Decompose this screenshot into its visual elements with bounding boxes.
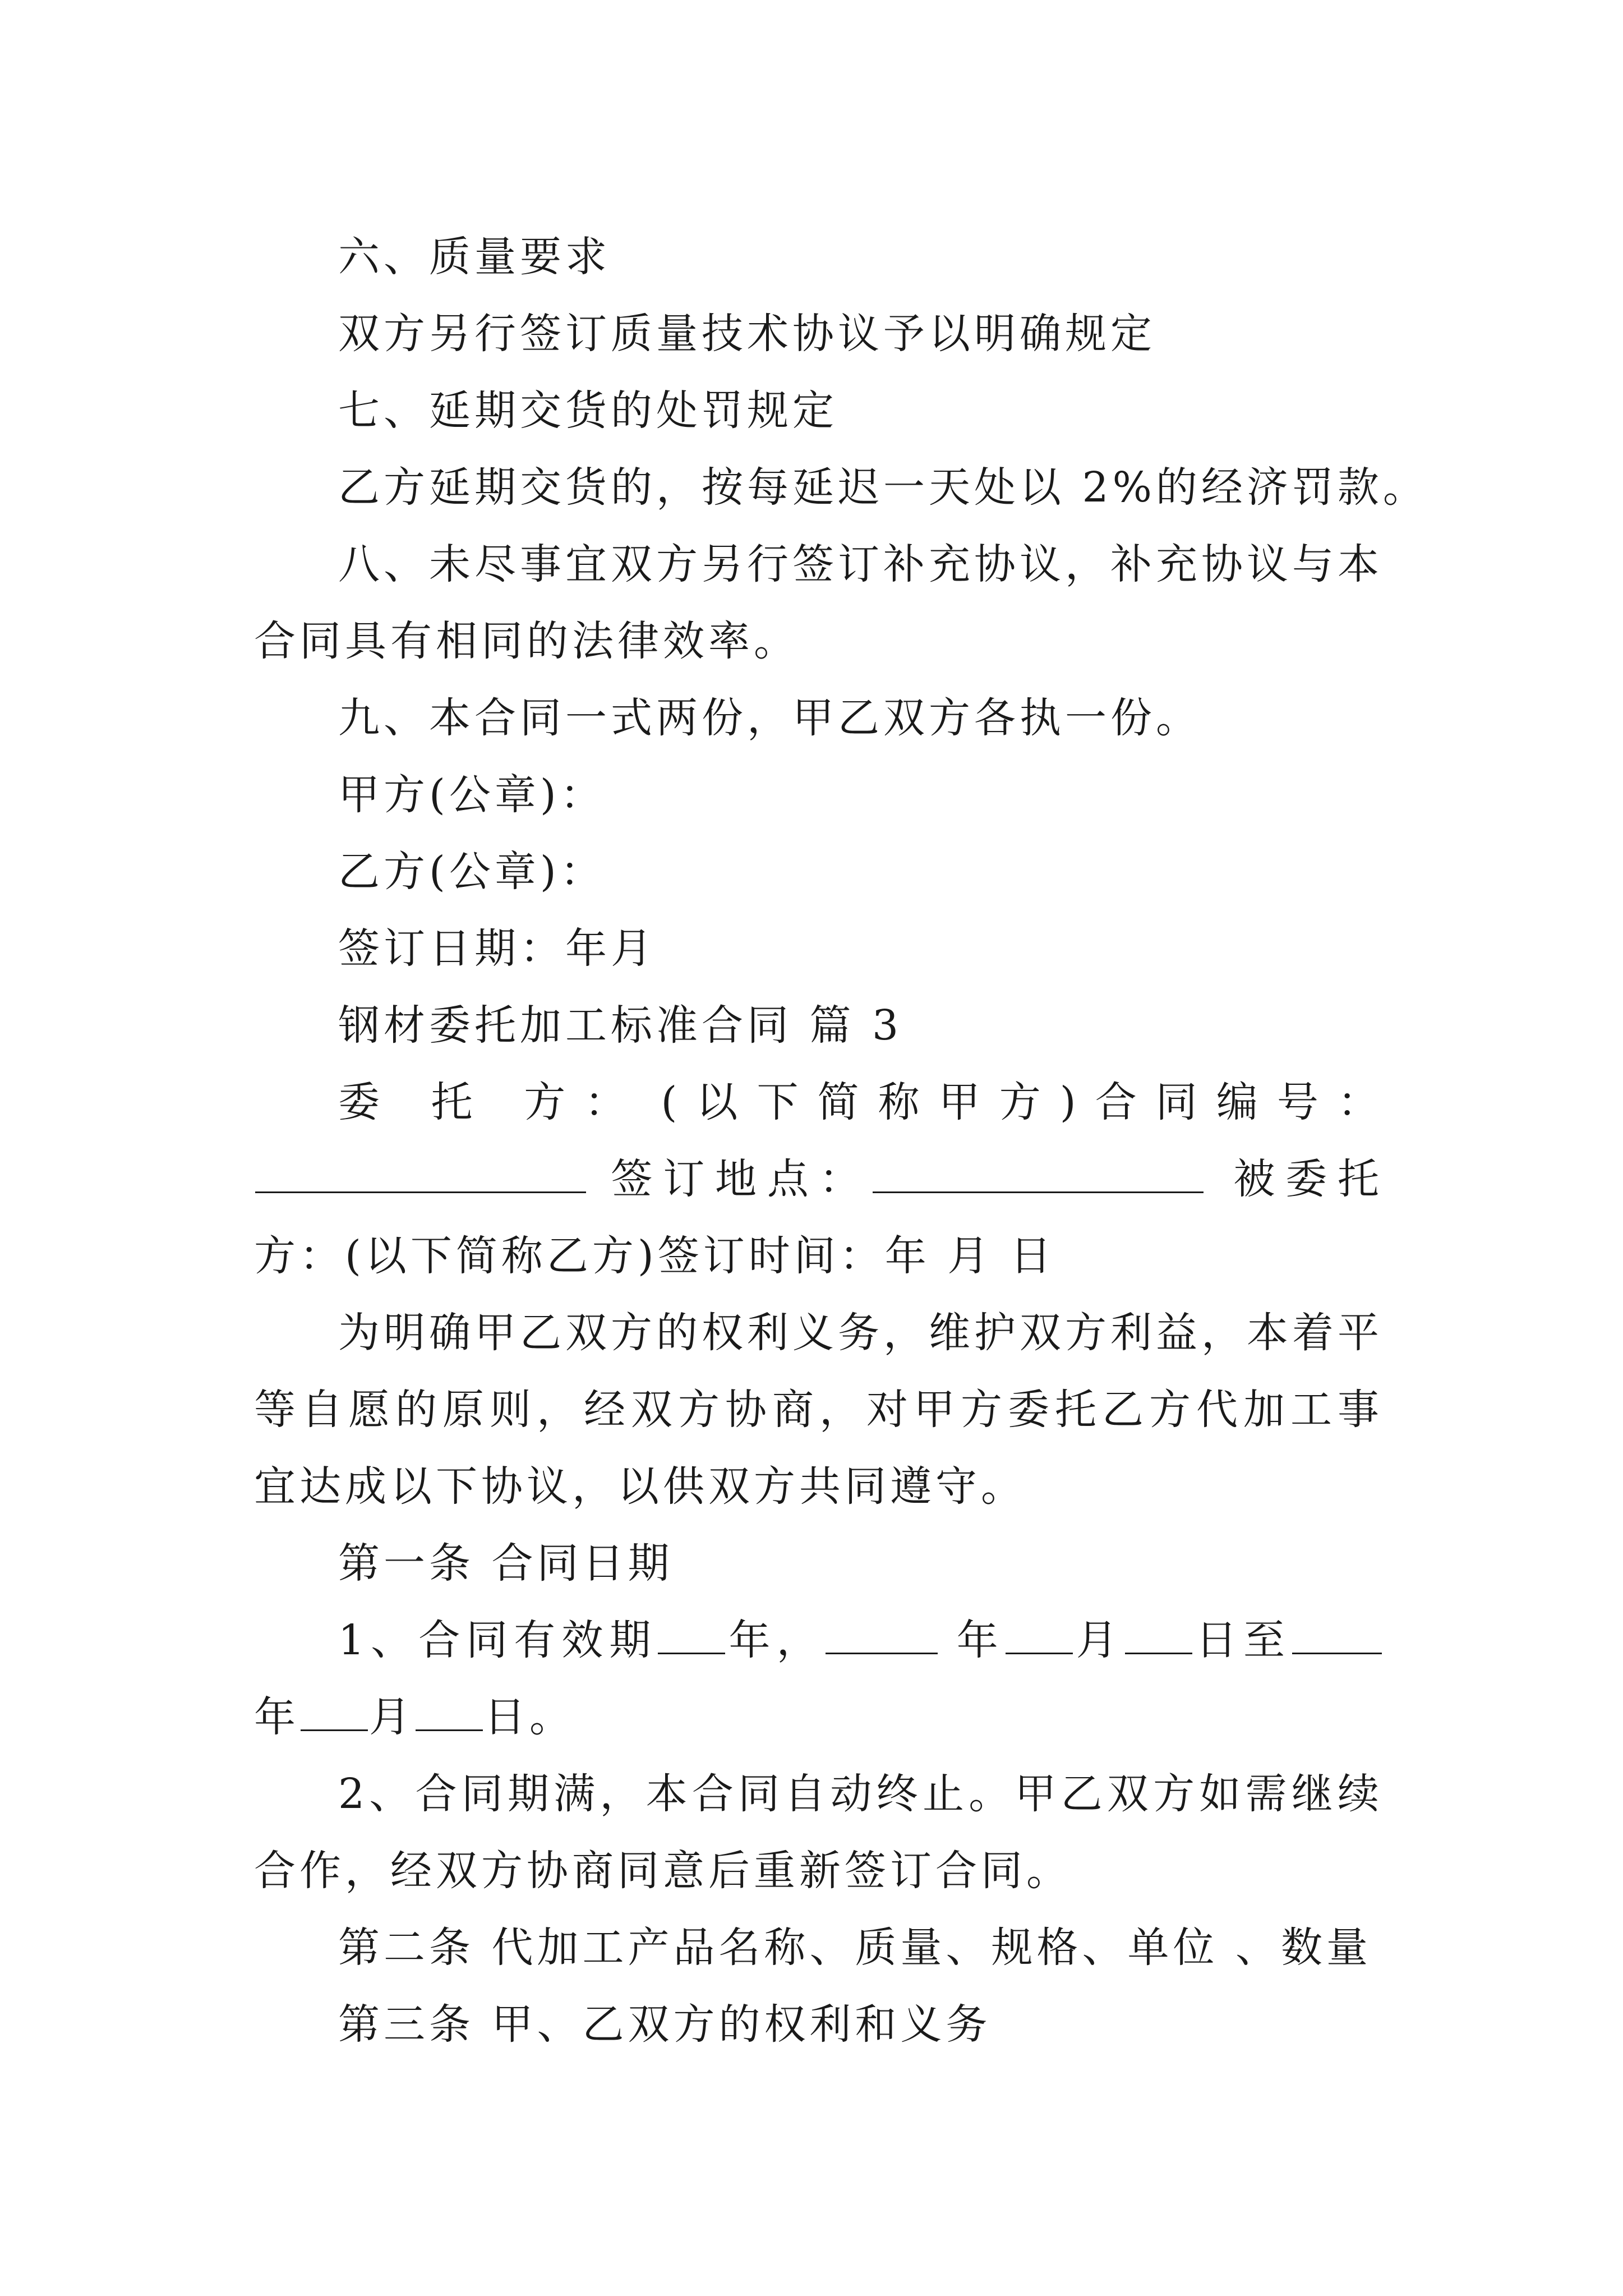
sign-place-blank[interactable] xyxy=(873,1159,1204,1193)
term-1-month2: 月 xyxy=(369,1693,414,1741)
party-a-seal: 甲方(公章)： xyxy=(338,771,606,819)
article-1-title: 第一条 合同日期 xyxy=(338,1539,674,1588)
article-2-title: 第二条 代加工产品名称、质量、规格、单位 、数量 xyxy=(338,1924,1372,1972)
contract-parties xyxy=(254,1064,1383,1295)
term-1 xyxy=(254,1602,1383,1756)
term-1-day-to: 日至 xyxy=(1193,1616,1292,1664)
contract-3-title: 钢材委托加工标准合同 篇 3 xyxy=(338,1001,903,1050)
end-year-blank[interactable] xyxy=(1292,1620,1382,1654)
end-day-blank[interactable] xyxy=(416,1697,483,1731)
end-month-blank[interactable] xyxy=(301,1697,368,1731)
term-1-year: 年， xyxy=(726,1616,824,1664)
term-1-year2: 年 xyxy=(954,1616,1004,1664)
article-3-title: 第三条 甲、乙双方的权利和义务 xyxy=(338,2000,992,2049)
term-1-year3: 年 xyxy=(254,1693,299,1741)
delegator-note: (以下简称甲方)合同编号： xyxy=(661,1078,1383,1126)
section-7-title: 七、延期交货的处罚规定 xyxy=(338,386,838,435)
term-2: 2、合同期满，本合同自动终止。甲乙双方如需继续合作，经双方协商同意后重新签订合同。 xyxy=(254,1770,1383,1895)
section-6-body: 双方另行签订质量技术协议予以明确规定 xyxy=(338,310,1156,358)
start-year-blank[interactable] xyxy=(826,1620,938,1654)
section-9-body: 九、本合同一式两份，甲乙双方各执一份。 xyxy=(338,694,1201,742)
delegatee-text: 被委托方：(以下简称乙方)签订时间：年 月 日 xyxy=(254,1155,1384,1280)
section-8-body: 八、未尽事宜双方另行签订补充协议，补充协议与本合同具有相同的法律效率。 xyxy=(254,540,1383,665)
term-1-prefix: 1、合同有效期 xyxy=(338,1616,657,1664)
section-6-title: 六、质量要求 xyxy=(338,233,611,281)
delegator-label: 委 托 方： xyxy=(338,1078,645,1126)
document-page xyxy=(254,219,1428,2063)
sign-place-label: 签订地点： xyxy=(611,1155,872,1203)
contract-number-blank[interactable] xyxy=(255,1159,586,1193)
validity-years-blank[interactable] xyxy=(658,1620,725,1654)
term-1-day-end: 日。 xyxy=(484,1693,575,1741)
party-b-seal: 乙方(公章)： xyxy=(338,848,606,896)
section-7-body: 乙方延期交货的，按每延迟一天处以 2%的经济罚款。 xyxy=(338,463,1428,512)
start-month-blank[interactable] xyxy=(1006,1620,1073,1654)
sign-date: 签订日期：年月 xyxy=(338,924,656,973)
start-day-blank[interactable] xyxy=(1125,1620,1192,1654)
term-1-month: 月 xyxy=(1073,1616,1124,1664)
preamble: 为明确甲乙双方的权利义务，维护双方利益，本着平等自愿的原则，经双方协商，对甲方委托乙方代加工事宜达成以下协议，以供双方共同遵守。 xyxy=(254,1309,1383,1511)
